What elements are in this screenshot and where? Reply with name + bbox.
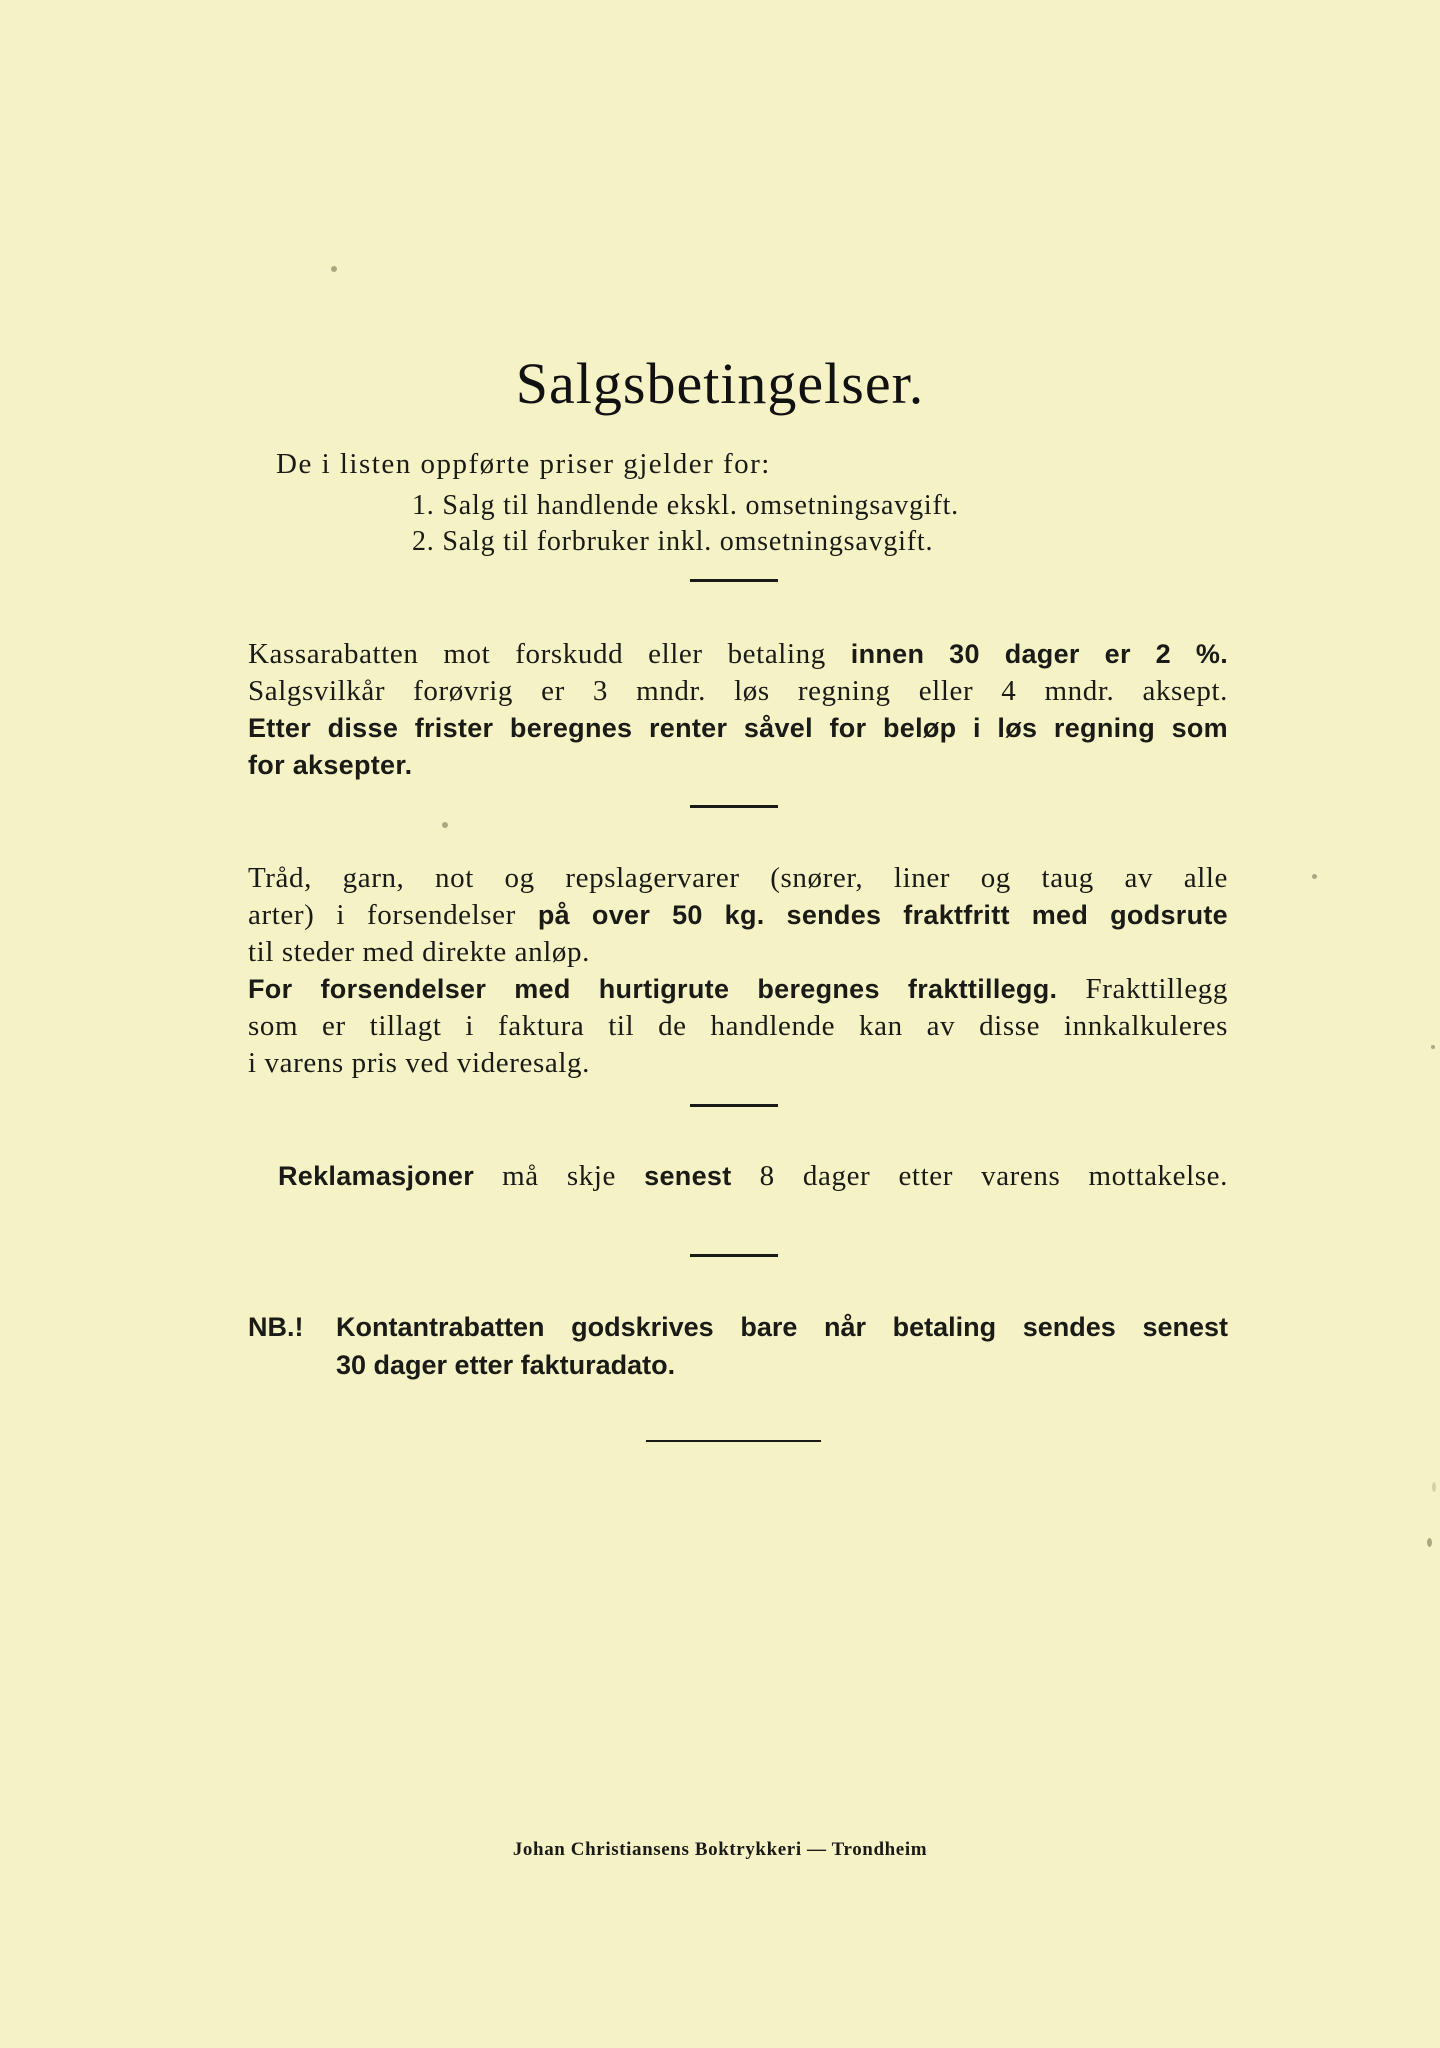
discount-line-4: for aksepter. [248,750,413,780]
page-title: Salgsbetingelser. [515,351,925,416]
paper-speck [1432,1482,1436,1492]
paper-speck [331,266,337,272]
claims-line [278,1158,1228,1195]
list-item: 1. Salg til handlende ekskl. omsetningsavgift. [412,490,959,521]
claims-normal-2: 8 dager etter varens mottakelse. [759,1160,1228,1192]
freight-line-4 [248,971,1228,1008]
freight-line-1: Tråd, garn, not og repslagervarer (snører, liner og taug av alle [248,862,1228,894]
freight-line-3: til steder med direkte anløp. [248,936,590,968]
freight-line-2-bold: på over 50 kg. sendes fraktfritt med godsrute [537,900,1228,930]
freight-line-2-normal: arter) i forsendelser [248,899,516,931]
freight-line-6: i varens pris ved videresalg. [248,1047,590,1079]
divider [690,579,778,582]
divider [690,805,778,808]
claims-normal-1: må skje [502,1160,617,1192]
nb-label: NB.! [248,1312,304,1342]
paper-speck [1312,874,1317,879]
freight-line-4-bold: For forsendelser med hurtigrute beregnes frakttillegg. [248,974,1058,1004]
freight-section [248,860,1228,1082]
divider [690,1104,778,1107]
claims-bold-1: Reklamasjoner [278,1161,474,1191]
claims-bold-2: senest [644,1161,732,1191]
discount-section [248,636,1228,784]
discount-line-1-normal: Kassarabatten mot forskudd eller betaling [248,638,826,670]
printer-imprint: Johan Christiansens Boktrykkeri — Trondheim [512,1839,928,1860]
claims-section [278,1158,1228,1195]
list-item: 2. Salg til forbruker inkl. omsetningsavgift. [412,526,934,557]
intro-text: De i listen oppførte priser gjelder for: [276,448,771,480]
discount-line-2: Salgsvilkår forøvrig er 3 mndr. løs regning eller 4 mndr. aksept. [248,675,1228,707]
freight-line-5: som er tillagt i faktura til de handlende kan av disse innkalkuleres [248,1010,1228,1042]
divider [646,1440,821,1442]
discount-line-1-bold: innen 30 dager er 2 %. [850,639,1228,669]
nb-line-1: Kontantrabatten godskrives bare når betaling sendes senest [336,1312,1228,1342]
paper-speck [1427,1538,1432,1547]
divider [690,1254,778,1257]
nb-text [336,1308,1228,1384]
freight-line-2 [248,897,1228,934]
discount-line-3: Etter disse frister beregnes renter såvel for beløp i løs regning som [248,713,1228,743]
nb-line-2: 30 dager etter fakturadato. [336,1350,676,1380]
paper-speck [1431,1045,1435,1049]
freight-line-4-normal: Frakttillegg [1085,973,1228,1005]
price-list [412,488,959,560]
discount-line-1 [248,636,1228,673]
paper-speck [442,822,448,828]
